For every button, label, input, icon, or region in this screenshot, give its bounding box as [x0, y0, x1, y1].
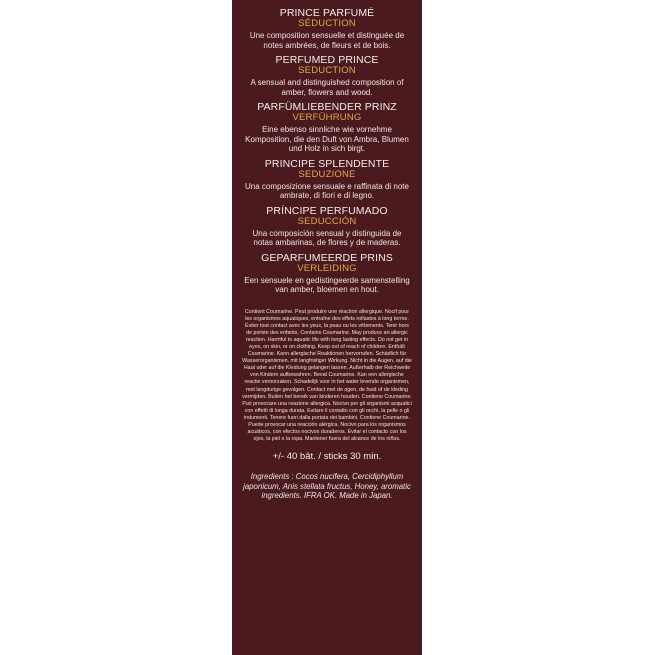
product-description: Una composición sensual y distinguida de notas ambarinas, de flores y de maderas.: [252, 228, 402, 247]
product-label-panel: [232, 0, 422, 655]
ingredients-text: Ingredients : Cocos nucifera, Cercidiphyllum japonicum, Anis stellata fructus, Honey, aromatic ingredients. IFRA OK. Made in Japan.: [243, 472, 411, 501]
product-subtitle: VERFÜHRUNG: [292, 112, 362, 123]
lang-block-en: [242, 55, 412, 97]
product-description: Une composition sensuelle et distinguée de notes ambrées, de fleurs et de bois.: [249, 31, 405, 50]
product-subtitle: VERLEIDING: [297, 262, 357, 274]
lang-block-fr: [242, 8, 412, 50]
product-description: Una composizione sensuale e raffinata di note ambrate, di fiori e di legno.: [245, 181, 409, 200]
lang-block-it: [242, 159, 412, 201]
product-name: PARFÜMLIEBENDER PRINZ: [257, 101, 397, 113]
product-name: PRINCE PARFUMÉ: [279, 7, 375, 19]
product-subtitle: SEDUCTION: [298, 65, 356, 76]
product-description: A sensual and distinguished composition of amber, flowers and wood.: [250, 78, 404, 97]
product-description: Eine ebenso sinnliche wie vornehme Komposition, die den Duft von Ambra, Blumen und Holz in sich birgt.: [245, 125, 409, 153]
lang-block-es: [242, 206, 412, 248]
product-name: GEPARFUMEERDE PRINS: [261, 251, 393, 264]
lang-block-nl: [242, 253, 412, 295]
product-subtitle: SEDUCCIÓN: [297, 215, 357, 227]
safety-warning-text: Contient Coumarine. Peut produire une réaction allergique. Nocif pour les organismes aquatiques, entraîne des effets néfastes à long terme. Éviter tout contact avec les yeux, la peau ou les vêtements. Tenir hors de portée des enfants. Contains Coumarine. May produce an allergic reaction. Harmful to aquatic life with long lasting effects. Do not get in eyes, on skin, or on clothing. Keep out of reach of children. Enthält Coumarine. Kann allergische Reaktionen hervorrufen. Schädlich für Wasserorganismen, mit langfristiger Wirkung. Nicht in die Augen, auf die Haut oder auf die Kleidung gelangen lassen. Außerhalb der Reichweite von Kindern aufbewahren. Bevat Coumarine. Kan een allergische reactie veroorzaken. Schadelijk voor in het water levende organismen, met langdurige gevolgen. Contact met de ogen, de huid of de kleding vermijden. Buiten het bereik van kinderen houden. Contiene Coumarine. Può provocare una reazione allergica. Nocivo per gli organismi acquatici con effetti di lunga durata. Evitare il contatto con gli occhi, la pelle o gli indumenti. Tenere fuori dalla portata dei bambini. Contiene Coumarine. Puede provocar una reacción alérgica. Nocivo para los organismos acuáticos, con efectos nocivos duraderos. Evitar el contacto con los ojos, la piel o la ropa. Mantener fuera del alcance de los niños.: [242, 308, 412, 443]
product-name: PRINCIPE SPLENDENTE: [264, 157, 390, 170]
sticks-info: +/- 40 bât. / sticks 30 min.: [272, 451, 382, 463]
lang-block-de: [242, 102, 412, 154]
product-description: Een sensuele en gedistingeerde samenstelling van amber, bloemen en hout.: [244, 275, 410, 294]
product-subtitle: SEDUZIONE: [298, 168, 356, 180]
product-subtitle: SÉDUCTION: [298, 18, 356, 29]
product-name: PERFUMED PRINCE: [275, 54, 379, 66]
product-name: PRÍNCIPE PERFUMADO: [266, 204, 388, 217]
